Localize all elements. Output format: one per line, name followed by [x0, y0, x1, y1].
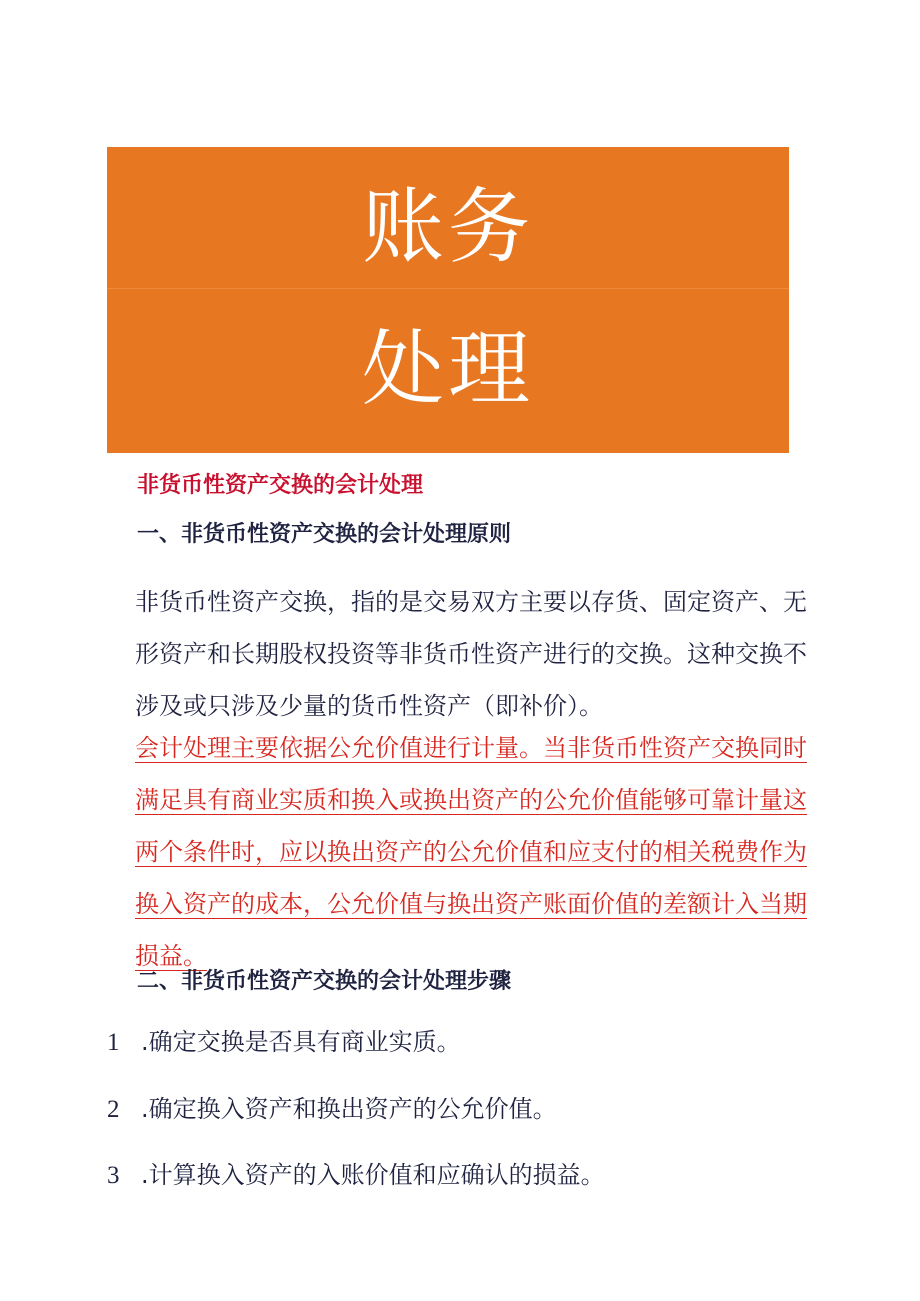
step-item-1 [107, 1025, 461, 1060]
banner-title-line-1: 账务 [361, 180, 534, 275]
paragraph-line: 非货币性资产交换，指的是交易双方主要以存货、固定资产、无 [135, 588, 807, 616]
section-2-heading: 二、非货币性资产交换的会计处理步骤 [137, 969, 512, 994]
document-title: 非货币性资产交换的会计处理 [137, 473, 424, 498]
banner-divider [107, 288, 789, 289]
section-1-heading: 一、非货币性资产交换的会计处理原则 [137, 522, 512, 547]
step-text: .计算换入资产的入账价值和应确认的损益。 [141, 1161, 605, 1189]
paragraph-line: 形资产和长期股权投资等非货币性资产进行的交换。这种交换不 [135, 640, 807, 668]
step-item-3 [107, 1158, 605, 1193]
highlight-line: 两个条件时，应以换出资产的公允价值和应支付的相关税费作为 [135, 838, 807, 866]
highlight-line: 满足具有商业实质和换入或换出资产的公允价值能够可靠计量这 [135, 786, 807, 814]
step-item-2 [107, 1092, 557, 1127]
title-banner [107, 147, 789, 453]
step-text: .确定交换是否具有商业实质。 [141, 1028, 461, 1056]
highlight-line: 会计处理主要依据公允价值进行计量。当非货币性资产交换同时 [135, 734, 807, 762]
paragraph-line: 涉及或只涉及少量的货币性资产（即补价）。 [135, 692, 603, 720]
step-number: 1 [107, 1029, 120, 1056]
step-number: 2 [107, 1096, 120, 1123]
step-number: 3 [107, 1162, 120, 1189]
intro-paragraph [135, 576, 807, 732]
highlight-line: 损益。 [135, 942, 207, 970]
highlighted-paragraph [135, 722, 807, 982]
highlight-line: 换入资产的成本，公允价值与换出资产账面价值的差额计入当期 [135, 890, 807, 918]
step-text: .确定换入资产和换出资产的公允价值。 [141, 1095, 557, 1123]
banner-title-line-2: 处理 [361, 322, 534, 417]
